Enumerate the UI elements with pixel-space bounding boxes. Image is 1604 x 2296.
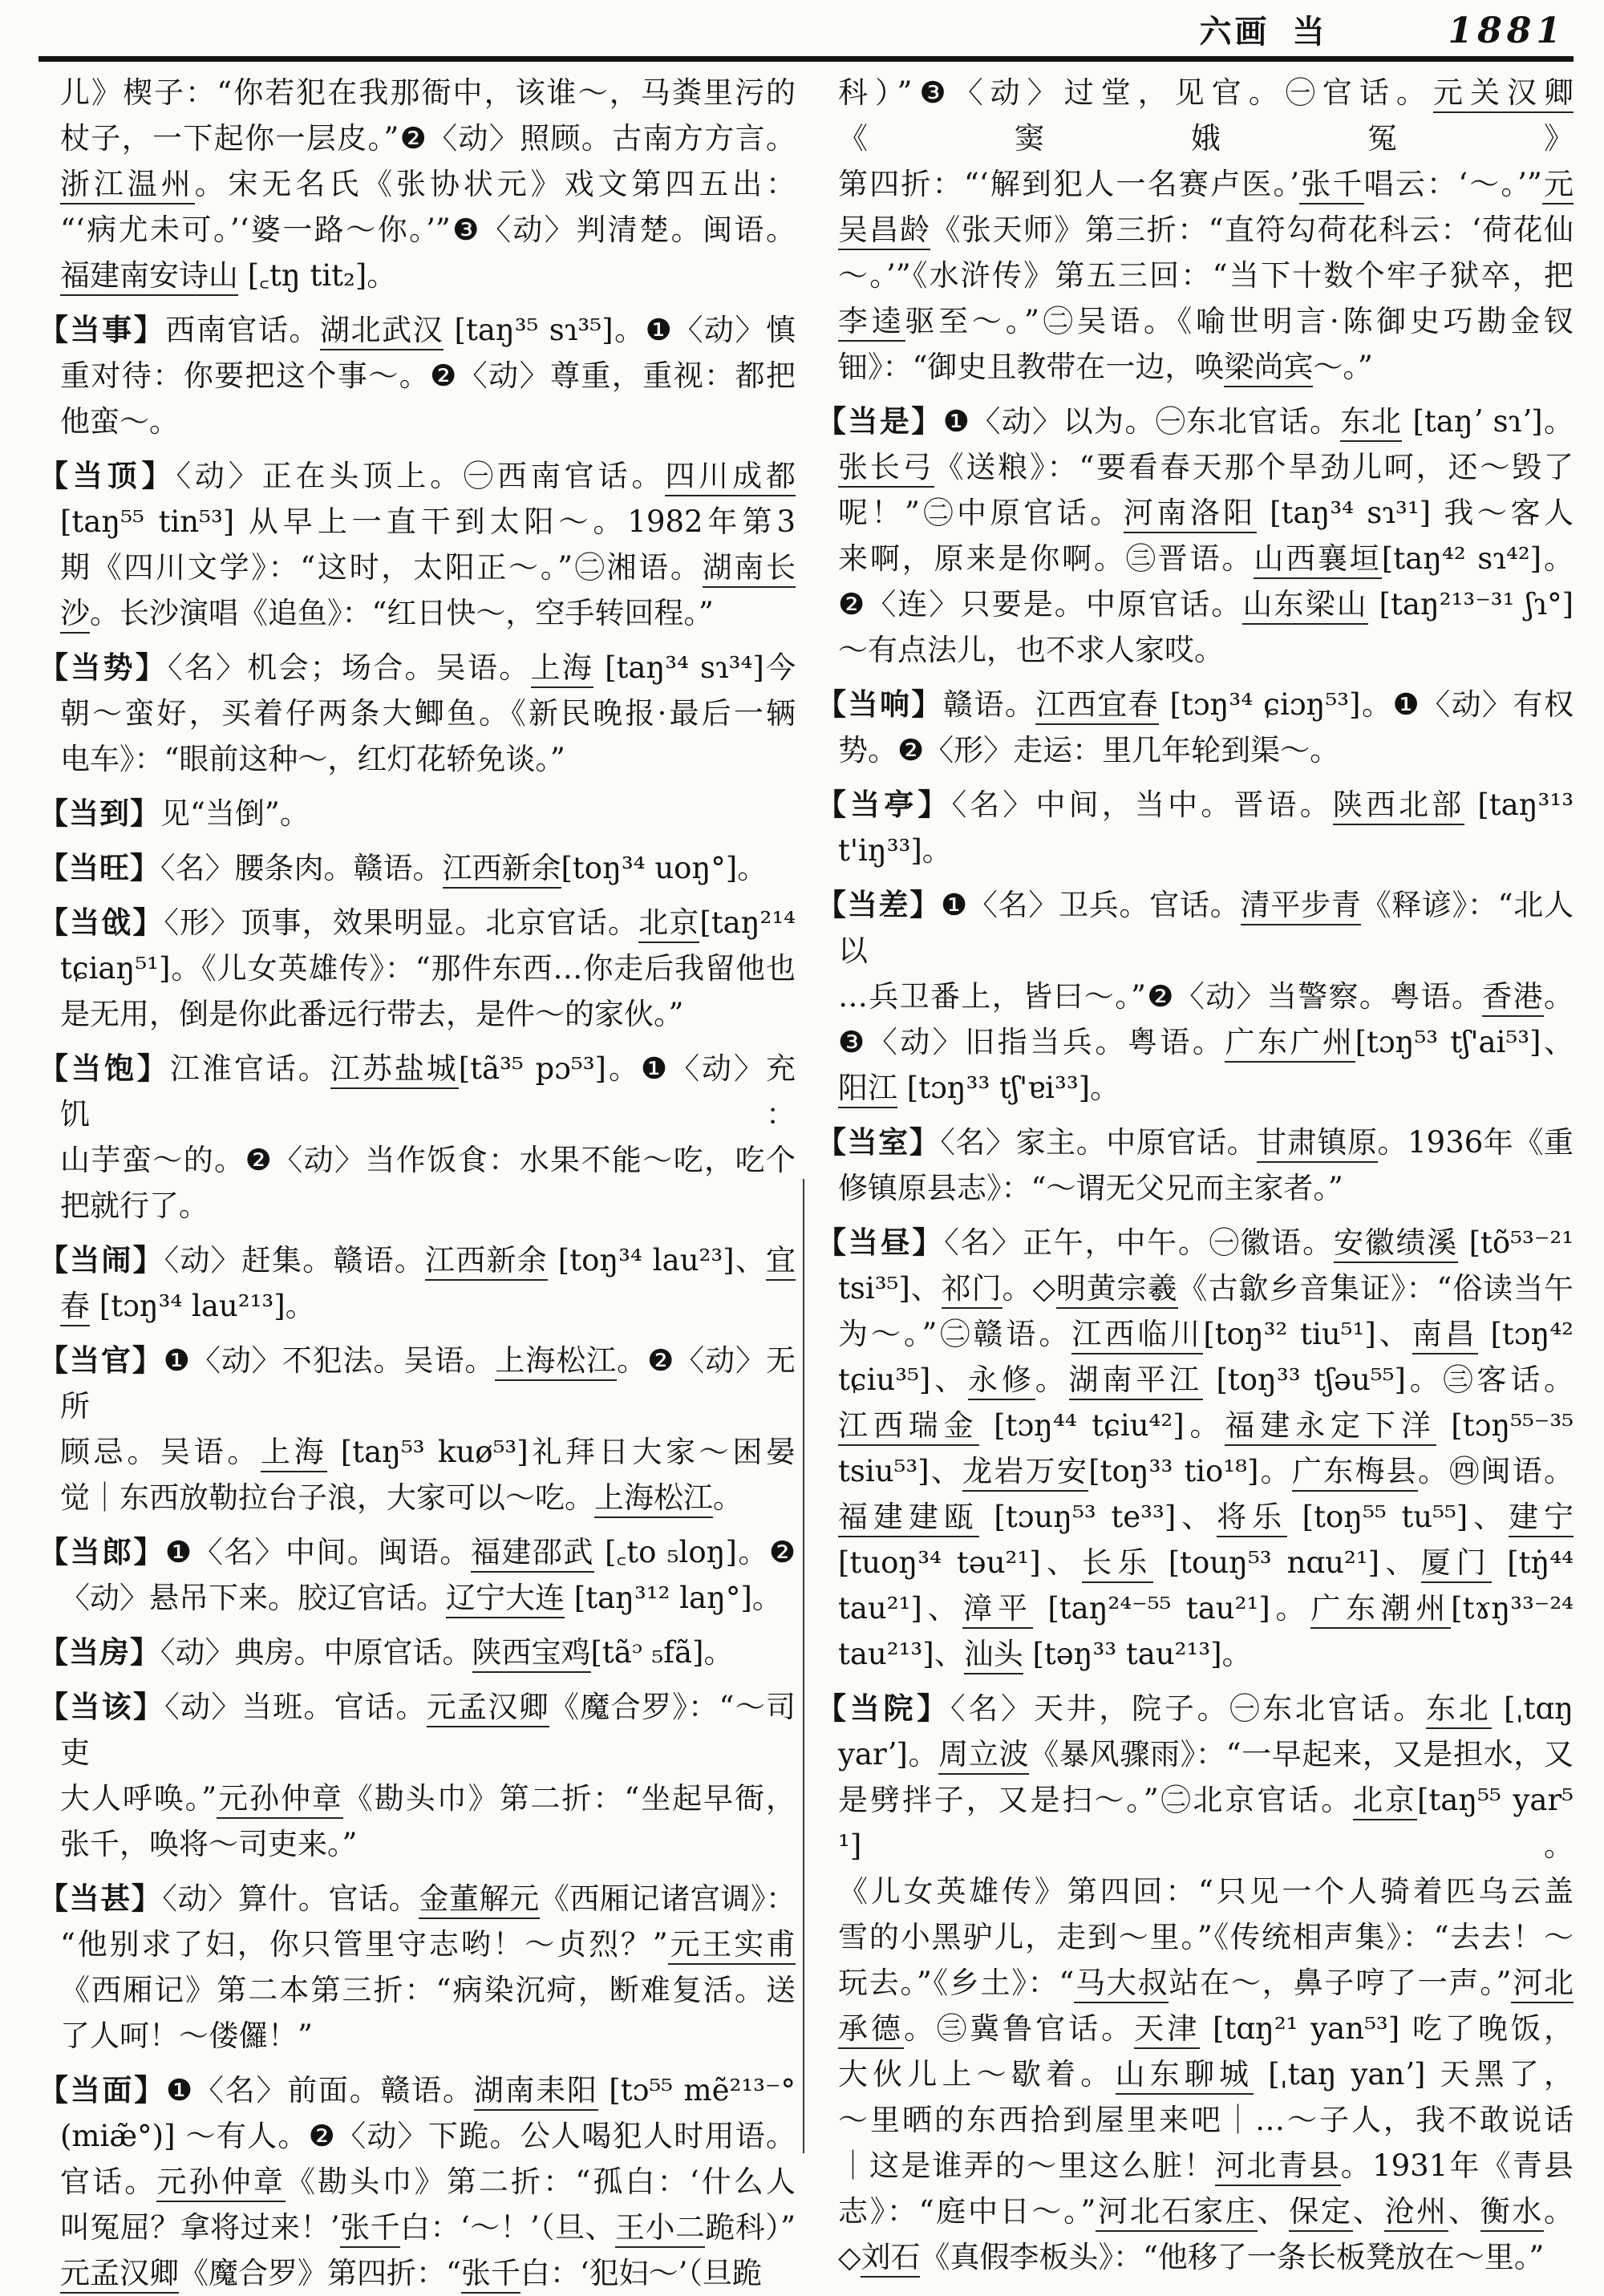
underlined-proper-name: 元孙仲章 <box>156 2164 286 2202</box>
text-line: 李逵驱至～。”㊁吴语。《喻世明言·陈御史巧勘金钗 <box>838 298 1574 344</box>
text-line: tɕiaŋ⁵¹]。《儿女英雄传》：“那件东西…你走后我留他也 <box>60 951 796 986</box>
entry-当甚 <box>38 1876 796 2059</box>
text-line: 福建南安诗山 [꜀tŋ tit₂]。 <box>60 253 796 298</box>
text-line: 《儿女英雄传》第四回：“只见一个人骑着匹乌云盖 <box>838 1874 1574 1909</box>
underlined-proper-name: 东北 <box>1426 1691 1492 1729</box>
underlined-proper-name: 清平步青 <box>1241 888 1362 925</box>
text-line: yarʼ]。周立波《暴风骤雨》：“一早起来，又是担水，又 <box>838 1731 1574 1777</box>
text-line: 【当戗】〈形〉顶事，效果明显。北京官话。北京[taŋ²¹⁴ <box>60 900 796 946</box>
underlined-proper-name: 福建永定下洋 <box>1225 1408 1436 1446</box>
underlined-proper-name: 承德 <box>838 2011 904 2049</box>
underlined-proper-name: 永修 <box>968 1363 1035 1400</box>
text-line: ～。’”《水浒传》第五三回：“当下十数个牢子狱卒，把 <box>838 258 1574 293</box>
text-line: 江西瑞金 [tɔŋ⁴⁴ tɕiu⁴²]。福建永定下洋 [tɔŋ⁵⁵⁻³⁵ <box>838 1403 1574 1448</box>
entry-headword: 【当顶】 <box>38 458 176 493</box>
underlined-proper-name: 上海 <box>531 650 594 688</box>
text-line: 【当顶】〈动〉正在头顶上。㊀西南官话。四川成都 <box>60 453 796 499</box>
underlined-proper-name: 北京 <box>638 905 699 943</box>
entry-当院 <box>816 1686 1574 2280</box>
text-line: tɕiu³⁵]、永修。湖南平江 [toŋ³³ tʃəu⁵⁵]。㊂客话。 <box>838 1357 1574 1403</box>
text-line: ｜这是谁弄的～里这么脏！河北青县。1931年《青县 <box>838 2143 1574 2189</box>
underlined-proper-name: 江西瑞金 <box>838 1408 979 1446</box>
text-line: 大人呼唤。”元孙仲章《勘头巾》第二折：“坐起早衙， <box>60 1776 796 1821</box>
underlined-proper-name: 李逵 <box>838 304 905 342</box>
text-line: …兵卫番上，皆曰～。”❷〈动〉当警察。粤语。香港。 <box>838 974 1574 1019</box>
entry-headword: 【当戗】 <box>38 905 164 940</box>
underlined-proper-name: 江西临川 <box>1071 1317 1203 1355</box>
underlined-proper-name: 保定 <box>1289 2194 1352 2232</box>
entry-headword: 【当面】 <box>38 2072 167 2108</box>
underlined-proper-name: 广东广州 <box>1225 1025 1355 1063</box>
text-line: 期《四川文学》：“这时，太阳正～。”㊁湘语。湖南长 <box>60 545 796 590</box>
entry-当亭 <box>816 782 1574 873</box>
entry-headword: 【当甚】 <box>38 1881 163 1916</box>
underlined-proper-name: 长乐 <box>1082 1545 1153 1583</box>
text-line: 《西厢记》第二本第三折：“病染沉疴，断难复活。送 <box>60 1973 796 2007</box>
underlined-proper-name: 上海 <box>261 1435 327 1472</box>
text-line: (miæ̃°)] ～有人。❷〈动〉下跪。公人喝犯人时用语。 <box>60 2119 796 2153</box>
entry-当官 <box>38 1338 796 1521</box>
underlined-proper-name: 沧州 <box>1384 2194 1448 2232</box>
entry-headword: 【当院】 <box>816 1691 951 1726</box>
entry-当顶 <box>38 453 796 636</box>
text-columns <box>38 70 1574 2296</box>
text-line: 元孟汉卿《魔合罗》第四折：“张千白：‘犯妇～’（旦跪 <box>60 2250 796 2296</box>
underlined-proper-name: 广东潮州 <box>1310 1591 1451 1629</box>
entry-当面 <box>38 2067 796 2296</box>
entry-当差 <box>816 882 1574 1111</box>
text-line: 官话。元孙仲章《勘头巾》第二折：“孤白：‘什么人 <box>60 2159 796 2205</box>
underlined-proper-name: 香港 <box>1482 979 1544 1017</box>
underlined-proper-name: 浙江温州 <box>60 167 195 204</box>
text-line: 【当响】赣语。江西宜春 [tɔŋ³⁴ ɕiɔŋ⁵³]。❶〈动〉有权 <box>838 682 1574 727</box>
entry-headword: 【当亭】 <box>816 787 952 822</box>
underlined-proper-name: 明黄宗羲 <box>1056 1271 1178 1309</box>
underlined-proper-name: 山东梁山 <box>1242 587 1367 625</box>
text-line: 大伙儿上～歇着。山东聊城 [ˌtaŋ yanʼ] 天黑了， <box>838 2051 1574 2097</box>
underlined-proper-name: 龙岩万安 <box>962 1454 1088 1492</box>
underlined-proper-name: 山西襄垣 <box>1254 541 1381 579</box>
right-column <box>816 70 1574 2280</box>
text-line: 是劈拌子，又是扫～。”㊁北京官话。北京[taŋ⁵⁵ yar⁵¹]。 <box>838 1783 1574 1863</box>
text-line: 杖子，一下起你一层皮。”❷〈动〉照顾。古南方方言。 <box>60 121 796 156</box>
text-line: 【当郎】❶〈名〉中间。闽语。福建邵武 [꜀to ₅loŋ]。❷ <box>60 1529 796 1575</box>
entry-当昼 <box>816 1220 1574 1677</box>
underlined-proper-name: 元孙仲章 <box>217 1781 343 1819</box>
text-line: 【当势】〈名〉机会；场合。吴语。上海 [taŋ³⁴ sɿ³⁴]今 <box>60 645 796 690</box>
entry-当是 <box>816 399 1574 673</box>
text-line: 〈动〉悬吊下来。胶辽官话。辽宁大连 [taŋ³¹² laŋ°]。 <box>60 1575 796 1621</box>
page-header <box>38 6 1574 55</box>
entry-当该 <box>38 1684 796 1867</box>
underlined-proper-name: 南昌 <box>1412 1317 1478 1355</box>
text-line: t'iŋ³³]。 <box>838 833 952 868</box>
underlined-proper-name: 王小二 <box>615 2210 705 2248</box>
underlined-proper-name: 湖南平江 <box>1069 1363 1203 1400</box>
text-line: 来啊，原来是你啊。㊂晋语。山西襄垣[taŋ⁴² sɿ⁴²]。 <box>838 536 1574 581</box>
underlined-proper-name: 元王实甫 <box>668 1927 796 1965</box>
underlined-proper-name: 衡水 <box>1480 2194 1544 2232</box>
text-line: 【当旺】〈名〉腰条肉。赣语。江西新余[toŋ³⁴ uoŋ°]。 <box>60 845 796 891</box>
underlined-proper-name: 元孟汉卿 <box>60 2256 179 2294</box>
entry-当事 <box>38 307 796 444</box>
text-line: 了人呵！～偻儸！” <box>60 2019 313 2053</box>
text-line: ❸〈动〉旧指当兵。粤语。广东广州[tɔŋ⁵³ tʃ'ai⁵³]、 <box>838 1019 1574 1065</box>
underlined-proper-name: 四川成都 <box>665 459 796 496</box>
text-line: 雪的小黑驴儿，走到～里。”《传统相声集》：“去去！～ <box>838 1920 1574 1954</box>
entry-headword: 【当该】 <box>38 1689 165 1724</box>
entry-headword: 【当闹】 <box>38 1242 164 1278</box>
text-line: 【当事】西南官话。湖北武汉 [taŋ³⁵ sɿ³⁵]。❶〈动〉慎 <box>60 307 796 353</box>
entry-当饱 <box>38 1046 796 1229</box>
text-line: 【当差】❶〈名〉卫兵。官话。清平步青《释谚》：“北人以 <box>816 887 1574 968</box>
text-line: 科）”❸〈动〉过堂，见官。㊀官话。元关汉卿《窦娥冤》 <box>838 75 1574 156</box>
text-line: 为～。”㊁赣语。江西临川[toŋ³² tiu⁵¹]、南昌 [tɔŋ⁴² <box>838 1311 1574 1357</box>
header-rule <box>38 56 1574 62</box>
text-line: [tuoŋ³⁴ təu²¹]、长乐 [touŋ⁵³ nɑu²¹]、厦门 [tŋ̇⁴⁴ <box>838 1540 1574 1585</box>
text-line: 【当室】〈名〉家主。中原官话。甘肃镇原。1936年《重 <box>838 1120 1574 1165</box>
text-line: 把就行了。 <box>60 1188 209 1223</box>
left-column <box>38 70 796 2296</box>
column-divider-line <box>803 1179 804 2153</box>
underlined-proper-name: 建宁 <box>1509 1500 1574 1537</box>
underlined-proper-name: 福建建瓯 <box>838 1500 979 1537</box>
text-line: 【当到】见“当倒”。 <box>38 796 310 831</box>
text-line: 是无用，倒是你此番远行带去，是件～的家伙。” <box>60 997 684 1031</box>
underlined-proper-name: 周立波 <box>938 1737 1029 1775</box>
entry-当郎 <box>38 1529 796 1621</box>
text-line: tsiu⁵³]、龙岩万安[toŋ³³ tio¹⁸]。广东梅县。㊃闽语。 <box>838 1448 1574 1494</box>
entry-headword: 【当是】 <box>816 403 943 439</box>
text-line: 浙江温州。宋无名氏《张协状元》戏文第四五出： <box>60 161 796 207</box>
entry-当势 <box>38 645 796 782</box>
underlined-proper-name: 广东梅县 <box>1292 1454 1418 1492</box>
underlined-proper-name: 河北青县 <box>1215 2148 1341 2186</box>
entry-当旺 <box>38 845 796 891</box>
text-line: 朝～蛮好，买着仔两条大鲫鱼。《新民晚报·最后一辆 <box>60 696 796 731</box>
underlined-proper-name: 陕西宝鸡 <box>472 1635 591 1673</box>
underlined-proper-name: 上海松江 <box>495 1343 617 1381</box>
underlined-proper-name: 刘石 <box>861 2240 920 2278</box>
text-line: 志》：“庭中日～。”河北石家庄、保定、沧州、衡水。 <box>838 2189 1574 2234</box>
text-line: 【当饱】江淮官话。江苏盐城[tã³⁵ pɔ⁵³]。❶〈动〉充饥： <box>38 1051 796 1132</box>
entry-headword: 【当郎】 <box>38 1534 165 1569</box>
underlined-proper-name: 张千 <box>340 2210 400 2248</box>
text-line: ◇刘石《真假李板头》：“他移了一条长板凳放在～里。” <box>838 2234 1574 2280</box>
entry-headword: 【当旺】 <box>38 850 160 885</box>
underlined-proper-name: 福建邵武 <box>471 1535 594 1573</box>
underlined-proper-name: 福建南安诗山 <box>60 258 238 296</box>
underlined-proper-name: 陕西北部 <box>1333 788 1465 825</box>
text-line: 山芋蛮～的。❷〈动〉当作饭食：水果不能～吃，吃个 <box>60 1143 796 1177</box>
text-line: 【当官】❶〈动〉不犯法。吴语。上海松江。❷〈动〉无所 <box>38 1342 796 1423</box>
underlined-proper-name: 金董解元 <box>419 1881 539 1919</box>
text-line: 重对待：你要把这个事～。❷〈动〉尊重，重视：都把 <box>60 358 796 393</box>
text-line: 叫冤屈？拿将过来！’张千白：‘～！’（旦、王小二跪科）” <box>60 2205 796 2250</box>
entry-continuation <box>38 70 796 298</box>
entry-continuation <box>816 70 1574 390</box>
underlined-proper-name: 河南洛阳 <box>1124 496 1257 533</box>
text-line: 修镇原县志》：“～谓无父兄而主家者。” <box>838 1171 1343 1205</box>
underlined-proper-name: 江苏盐城 <box>330 1051 459 1089</box>
underlined-proper-name: 元孟汉卿 <box>427 1690 549 1727</box>
text-line: 【当面】❶〈名〉前面。赣语。湖南耒阳 [tɔ⁵⁵ mẽ²¹³⁻° <box>60 2067 796 2113</box>
text-line: 【当甚】〈动〉算什。官话。金董解元《西厢记诸宫调》： <box>60 1876 796 1921</box>
text-line: 春 [tɔŋ³⁴ lau²¹³]。 <box>60 1283 796 1329</box>
underlined-proper-name: 辽宁大连 <box>446 1581 565 1618</box>
entry-headword: 【当房】 <box>38 1634 160 1670</box>
underlined-proper-name: 东北 <box>1340 404 1402 442</box>
text-line: 福建建瓯 [tɔuŋ⁵³ te³³]、将乐 [toŋ⁵⁵ tu⁵⁵]、建宁 <box>838 1494 1574 1540</box>
entry-当到 <box>38 791 796 836</box>
entry-headword: 【当官】 <box>38 1342 164 1378</box>
text-line: 他蛮～。 <box>60 404 179 439</box>
text-line: [taŋ⁵⁵ tin⁵³] 从早上一直干到太阳～。1982年第3 <box>60 504 796 539</box>
text-line: 呢！”㊁中原官话。河南洛阳 [taŋ³⁴ sɿ³¹] 我～客人 <box>838 490 1574 536</box>
underlined-proper-name: 江西新余 <box>443 851 561 889</box>
entry-headword: 【当事】 <box>38 312 166 347</box>
entry-headword: 【当势】 <box>38 650 168 685</box>
text-line: 【当该】〈动〉当班。官话。元孟汉卿《魔合罗》：“～司吏 <box>38 1689 796 1770</box>
text-line: 【当是】❶〈动〉以为。㊀东北官话。东北 [taŋʼ sɿʼ]。 <box>838 399 1574 444</box>
text-line: 势。❷〈形〉走运：里几年轮到渠～。 <box>838 733 1340 767</box>
text-line: 【当闹】〈动〉赶集。赣语。江西新余 [toŋ³⁴ lau²³]、宜 <box>60 1237 796 1283</box>
underlined-proper-name: 梁尚宾 <box>1224 350 1313 387</box>
entry-headword: 【当响】 <box>816 686 943 722</box>
text-line: 【当亭】〈名〉中间，当中。晋语。陕西北部 [taŋ³¹³ <box>838 782 1574 828</box>
text-line: “‘病尤未可。’‘婆一路～你。’”❸〈动〉判清楚。闽语。 <box>60 213 796 247</box>
entry-当戗 <box>38 900 796 1037</box>
underlined-proper-name: 天津 <box>1134 2011 1200 2049</box>
underlined-proper-name: 阳江 <box>838 1071 897 1108</box>
entry-headword: 【当到】 <box>38 796 160 831</box>
underlined-proper-name: 张长弓 <box>838 450 934 488</box>
underlined-proper-name: 河北 <box>1511 1966 1574 2003</box>
text-line: ～有点法儿，也不求人家哎。 <box>838 633 1224 667</box>
text-line: 电车》：“眼前这种～，红灯花轿免谈。” <box>60 742 565 776</box>
underlined-proper-name: 安徽绩溪 <box>1334 1225 1458 1263</box>
entry-headword: 【当饱】 <box>38 1051 170 1086</box>
text-line: 张长弓《送粮》：“要看春天那个旱劲儿呵，还～毁了 <box>838 444 1574 490</box>
underlined-proper-name: 江西新余 <box>425 1243 548 1281</box>
underlined-proper-name: 江西宜春 <box>1035 687 1159 725</box>
entry-当闹 <box>38 1237 796 1329</box>
underlined-proper-name: 湖南耒阳 <box>474 2073 598 2111</box>
entry-headword: 【当差】 <box>816 887 941 922</box>
underlined-proper-name: 将乐 <box>1217 1500 1287 1537</box>
section-title: 六画 <box>1199 13 1270 51</box>
text-line: 沙。长沙演唱《追鱼》：“红日快～，空手转回程。” <box>60 590 796 636</box>
text-line: 觉｜东西放勒拉台子浪，大家可以～吃。上海松江。 <box>60 1475 796 1521</box>
underlined-proper-name: 宜 <box>766 1243 796 1281</box>
underlined-proper-name: 张千 <box>461 2256 520 2294</box>
underlined-proper-name: 湖南长 <box>703 550 796 588</box>
underlined-proper-name: 元 <box>1542 167 1574 204</box>
entry-当房 <box>38 1630 796 1675</box>
text-line: 张千，唤将～司吏来。” <box>60 1827 358 1861</box>
page-number: 1881 <box>1448 10 1566 51</box>
entry-当响 <box>816 682 1574 773</box>
underlined-proper-name: 上海松江 <box>594 1480 713 1518</box>
underlined-proper-name: 汕头 <box>964 1637 1023 1674</box>
text-line: tau²¹³]、汕头 [təŋ³³ tau²¹³]。 <box>838 1631 1574 1677</box>
text-line: ❷〈连〉只要是。中原官话。山东梁山 [taŋ²¹³⁻³¹ ʃɿ°] <box>838 581 1574 627</box>
entry-headword: 【当室】 <box>816 1124 941 1160</box>
underlined-proper-name: 张千 <box>1299 167 1364 204</box>
text-line: ～里晒的东西拾到屋里来吧｜…～子人，我不敢说话 <box>838 2103 1574 2137</box>
text-line: 钿》：“御史且教带在一边，唤梁尚宾～。” <box>838 344 1574 390</box>
underlined-proper-name: 春 <box>60 1289 90 1326</box>
text-line: 【当院】〈名〉天井，院子。㊀东北官话。东北 [ˌtɑŋ <box>838 1686 1574 1731</box>
text-line: 【当昼】〈名〉正午，中午。㊀徽语。安徽绩溪 [tõ⁵³⁻²¹ <box>838 1220 1574 1265</box>
entry-当室 <box>816 1120 1574 1211</box>
underlined-proper-name: 河北石家庄 <box>1096 2194 1257 2232</box>
underlined-proper-name: 吴昌龄 <box>838 213 930 250</box>
underlined-proper-name: 马大叔 <box>1074 1966 1169 2003</box>
text-line: 儿》楔子：“你若犯在我那衙中，该谁～，马粪里污的 <box>60 75 796 110</box>
entry-headword: 【当昼】 <box>816 1225 945 1260</box>
text-line: 顾忌。吴语。上海 [taŋ⁵³ kuø⁵³]礼拜日大家～困晏 <box>60 1429 796 1475</box>
text-line: 承德。㊂冀鲁官话。天津 [tɑŋ²¹ yan⁵³] 吃了晚饭， <box>838 2006 1574 2051</box>
text-line: 【当房】〈动〉典房。中原官话。陕西宝鸡[tãᵓ ₅fã]。 <box>60 1630 796 1675</box>
text-line: 吴昌龄《张天师》第三折：“直符勾荷花科云：‘荷花仙 <box>838 207 1574 253</box>
text-line: tsi³⁵]、祁门。◇明黄宗羲《古歙乡音集证》：“俗读当午 <box>838 1265 1574 1311</box>
underlined-proper-name: 沙 <box>60 596 90 634</box>
underlined-proper-name: 厦门 <box>1421 1545 1493 1583</box>
text-line: 玩去。”《乡土》：“马大叔站在～，鼻子哼了一声。”河北 <box>838 1960 1574 2006</box>
underlined-proper-name: 漳平 <box>962 1591 1032 1629</box>
underlined-proper-name: 北京 <box>1353 1783 1417 1820</box>
underlined-proper-name: 湖北武汉 <box>320 313 444 350</box>
text-line: 第四折：“‘解到犯人一名赛卢医。’张千唱云：‘～。’”元 <box>838 161 1574 207</box>
text-line: 阳江 [tɔŋ³³ tʃ'ɐi³³]。 <box>838 1065 1574 1111</box>
underlined-proper-name: 元关汉卿 <box>1433 75 1574 113</box>
section-headword: 当 <box>1292 13 1328 51</box>
underlined-proper-name: 甘肃镇原 <box>1257 1125 1377 1163</box>
underlined-proper-name: 山东聊城 <box>1116 2057 1254 2095</box>
text-line: tau²¹]、漳平 [taŋ²⁴⁻⁵⁵ tau²¹]。广东潮州[tɤŋ³³⁻²⁴ <box>838 1585 1574 1631</box>
underlined-proper-name: 祁门 <box>942 1271 1003 1309</box>
text-line: “他别求了妇，你只管里守志哟！～贞烈？”元王实甫 <box>60 1921 796 1967</box>
